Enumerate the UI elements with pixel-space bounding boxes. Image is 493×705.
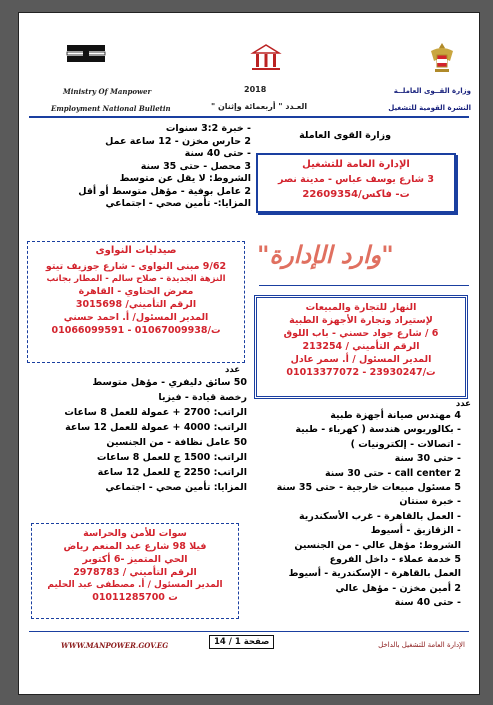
ministry-name-ar: وزارة القــوى العاملــة [393,87,471,95]
nahar-line: الرقم التأميني / 213254 [302,341,420,352]
security-box [31,523,239,619]
list-item: - العمل بالقاهرة - غرب الأسكندرية [299,510,461,522]
list-item: - بكالوريوس هندسة ( كهرباء - طبية [295,424,461,436]
list-item: 2 أمين مخزن - مؤهل عالي [335,582,461,594]
pharmacy-title: صيدليات النواوى [95,245,177,256]
list-item: الراتب: 2250 ج للعمل 12 ساعة [97,467,247,478]
bulletin-page [18,12,480,695]
list-item: 50 عامل نظافة - من الجنسين [106,437,247,448]
nahar-line: ت/23930247 - 01013377072 [286,367,436,378]
issue-number: العـدد " أربعمائة وإثنان " [211,102,308,111]
nahar-line: لإستيراد وتجارة الأجهزة الطبية [289,315,433,326]
list-item: رخصة قيادة - فيزيا [158,392,247,403]
flag-icon [65,43,107,63]
list-item: الراتب: 2700 + عمولة للعمل 8 ساعات [64,407,247,418]
nahar-line: المدير المسئول / أ. سمر عادل [290,354,432,365]
pharmacy-line: النزهة الجديدة - صلاح سالم - المطار بجانب [46,274,226,284]
list-item: 5 خدمة عملاء - داخل الفروع [329,554,461,566]
security-line: الرقم التأميني / 2978783 [73,567,197,578]
bulletin-name-en: Employment National Bulletin [51,104,171,113]
list-item: 50 سائق دليفري - مؤهل متوسط [92,377,247,388]
pharmacy-box [27,241,245,363]
list-item: الشروط: لا يقل عن متوسط [119,173,251,184]
list-item: - خبرة سنتان [399,496,461,508]
list-item: 2 عامل بوفية - مؤهل متوسط أو أقل [78,185,251,197]
list-item: - حتى 40 سنة [184,148,251,159]
list-item: 3 محصل - حتى 35 سنة [140,160,251,172]
list-item: - الزقازيق - أسيوط [370,525,461,537]
issue-year: 2018 [244,85,267,94]
nahar-box [254,295,468,399]
list-item: المزايا:- تأمين صحي - اجتماعي [105,198,251,209]
pharmacy-line: 9/62 مبنى النواوى - شارع جوزيف تيتو [45,261,227,272]
list-item: 5 مسئول مبيعات خارجية - حتى 35 سنة [276,482,461,494]
list-item: العمل بالقاهرة - الإسكندرية - أسيوط [288,568,461,580]
security-line: ت 01011285700 [92,592,178,603]
pharmacy-line: الرقم التأميني/ 3015698 [75,299,197,310]
left-mid-list [64,375,247,495]
box-line: 3 شارع يوسف عباس - مدينة نصر [278,174,434,185]
security-line: الحي المتميز -6 أكتوبر [82,554,188,565]
footer-rule [29,631,469,632]
nahar-line: 6 / شارع جواد حسني - باب اللوق [283,328,439,339]
right-top-title: وزارة القوى العاملة [299,130,391,141]
egypt-eagle-icon [429,41,455,75]
ministry-logo-icon [249,43,283,73]
banner-title: "وارد الإدارة" [257,241,394,269]
list-item: الشروط: مؤهل عالي - من الجنسين [294,539,461,551]
list-item: - اتصالات - إلكترونيات ) [350,438,461,450]
footer-url: WWW.MANPOWER.GOV.EG [61,641,169,650]
security-line: سوات للأمن والحراسة [83,528,187,539]
pharmacy-line: المدير المسئول/ أ. احمد حسني [63,312,209,323]
nahar-line: النهار للتجارة والمبيعات [305,302,417,313]
pharmacy-line: معرض الحناوي - القاهرة [78,286,194,297]
page-number: صفحة 1 / 14 [209,635,274,649]
right-count-label: عدد [455,399,471,409]
banner-rule [259,285,469,286]
list-item: الراتب: 1500 ج للعمل 8 ساعات [96,452,247,463]
pharmacy-line: ت/01067009938 - 01066099591 [51,325,221,336]
footer-dept: الإدارة العامة للتشغيل بالداخل [378,641,465,649]
bulletin-name-ar: النشرة القومية للتشغيل [388,104,471,112]
list-item: - حتى 40 سنة [394,597,461,609]
list-item: المزايا: تأمين صحي - اجتماعي [105,482,247,493]
ministry-name-en: Ministry Of Manpower [63,87,152,96]
box-line: الإدارة العامة للتشغيل [302,159,410,170]
security-line: فيلا 98 شارع عبد المنعم رياض [63,541,207,552]
right-mid-list [277,409,461,611]
header-rule [29,116,469,118]
list-item: 4 مهندس صيانة أجهزة طبية [330,410,461,421]
list-item: 2 حارس مخزن - 12 ساعة عمل [105,135,251,147]
left-count-label: عدد [225,365,241,375]
list-item: - حتى 30 سنة [394,453,461,465]
list-item: الراتب: 4000 + عمولة للعمل 12 ساعة [65,422,247,433]
list-item: 2 call center - حتى 30 سنة [324,467,461,479]
left-top-list [78,123,251,211]
security-line: المدير المسئول / أ. مصطفى عبد الحليم [47,580,223,590]
box-line: ت- فاكس/22609354 [302,189,410,200]
employment-admin-box [256,153,456,213]
list-item: - خبرة 3:2 سنوات [165,123,251,134]
